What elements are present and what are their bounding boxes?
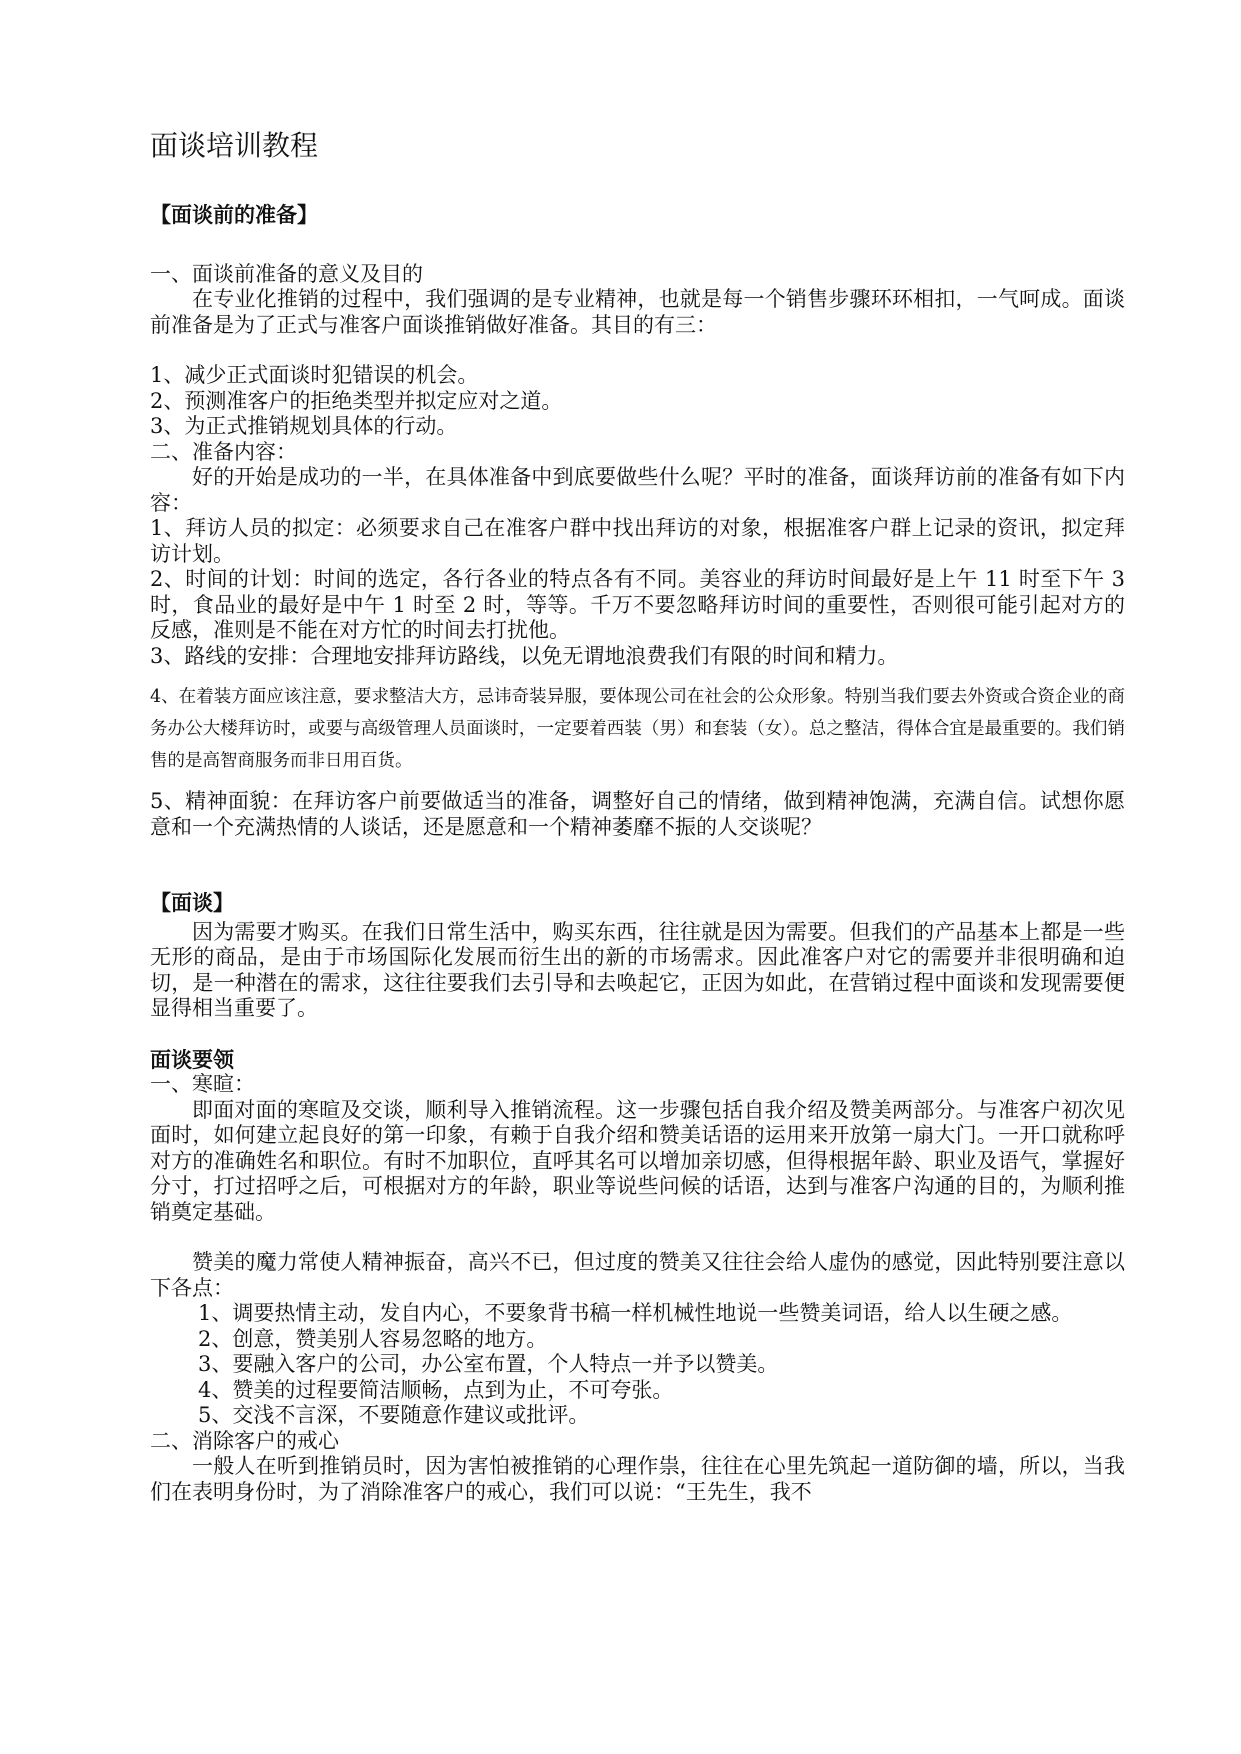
heading-content: 二、准备内容：: [150, 439, 297, 464]
list-item: 3、为正式推销规划具体的行动。: [150, 414, 458, 438]
list-item: 4、赞美的过程要简洁顺畅，点到为止，不可夸张。: [198, 1377, 674, 1402]
paragraph-content: 好的开始是成功的一半，在具体准备中到底要做些什么呢？平时的准备，面谈拜访前的准备有如下内容：: [150, 465, 1125, 515]
list-item-attire: 4、在着装方面应该注意，要求整洁大方，忌讳奇装异服，要体现公司在社会的公众形象。特别当我们要去外资或合资企业的商务办公大楼拜访时，或要与高级管理人员面谈时，一定要着西装（男）和套装（女）。总之整洁，得体合宜是最重要的。我们销售的是高智商服务而非日用百货。: [150, 687, 1125, 771]
list-item-spirit: 5、精神面貌：在拜访客户前要做适当的准备，调整好自己的情绪，做到精神饱满，充满自信。试想你愿意和一个充满热情的人谈话，还是愿意和一个精神萎靡不振的人交谈呢？: [150, 789, 1125, 839]
subheading-essentials: 面谈要领: [150, 1046, 234, 1072]
paragraph-purpose: 在专业化推销的过程中，我们强调的是专业精神，也就是每一个销售步骤环环相扣，一气呵成。面谈前准备是为了正式与准客户面谈推销做好准备。其目的有三：: [150, 287, 1125, 337]
list-item: 3、要融入客户的公司，办公室布置，个人特点一并予以赞美。: [198, 1352, 779, 1376]
heading-vigilance: 二、消除客户的戒心: [150, 1428, 339, 1453]
list-item: 2、创意，赞美别人容易忽略的地方。: [198, 1326, 548, 1351]
heading-purpose: 一、面谈前准备的意义及目的: [150, 261, 423, 286]
list-item: 3、路线的安排：合理地安排拜访路线，以免无谓地浪费我们有限的时间和精力。: [150, 643, 899, 668]
document-page: [150, 128, 1125, 1505]
list-item: 1、调要热情主动，发自内心，不要象背书稿一样机械性地说一些赞美词语，给人以生硬之感。: [198, 1301, 1073, 1325]
list-item: 1、减少正式面谈时犯错误的机会。: [150, 363, 479, 387]
section-heading-interview: 【面谈】: [150, 890, 234, 915]
paragraph-interview: 因为需要才购买。在我们日常生活中，购买东西，往往就是因为需要。但我们的产品基本上都是一些无形的商品，是由于市场国际化发展而衍生出的新的市场需求。因此准客户对它的需要并非很明确和迫切，是一种潜在的需求，这往往要我们去引导和去唤起它，正因为如此，在营销过程中面谈和发现需要便显得相当重要了。: [150, 919, 1125, 1020]
list-item: 2、时间的计划：时间的选定，各行各业的特点各有不同。美容业的拜访时间最好是上午 11 时至下午 3 时，食品业的最好是中午 1 时至 2 时，等等。千万不要忽略拜访时间的重要性，否则很可能引起对方的反感，准则是不能在对方忙的时间去打扰他。: [150, 567, 1125, 642]
heading-greeting: 一、寒暄：: [150, 1072, 255, 1096]
praise-points-list: [150, 1301, 1125, 1429]
paragraph-vigilance: 一般人在听到推销员时，因为害怕被推销的心理作祟，往往在心里先筑起一道防御的墙，所以，当我们在表明身份时，为了消除准客户的戒心，我们可以说：“王先生，我不: [150, 1454, 1125, 1504]
list-item: 1、拜访人员的拟定：必须要求自己在准客户群中找出拜访的对象，根据准客户群上记录的资讯，拟定拜访计划。: [150, 516, 1125, 566]
paragraph-greeting: 即面对面的寒暄及交谈，顺利导入推销流程。这一步骤包括自我介绍及赞美两部分。与准客户初次见面时，如何建立起良好的第一印象，有赖于自我介绍和赞美话语的运用来开放第一扇大门。一开口就称呼对方的准确姓名和职位。有时不加职位，直呼其名可以增加亲切感，但得根据年龄、职业及语气，掌握好分寸，打过招呼之后，可根据对方的年龄，职业等说些问候的话语，达到与准客户沟通的目的，为顺利推销奠定基础。: [150, 1097, 1125, 1224]
paragraph-praise: 赞美的魔力常使人精神振奋，高兴不已，但过度的赞美又往往会给人虚伪的感觉，因此特别要注意以下各点：: [150, 1250, 1125, 1300]
list-item: 5、交浅不言深，不要随意作建议或批评。: [198, 1403, 590, 1427]
section-heading-preparation: 【面谈前的准备】: [150, 202, 318, 227]
document-title: 面谈培训教程: [150, 129, 319, 162]
list-item: 2、预测准客户的拒绝类型并拟定应对之道。: [150, 388, 563, 413]
